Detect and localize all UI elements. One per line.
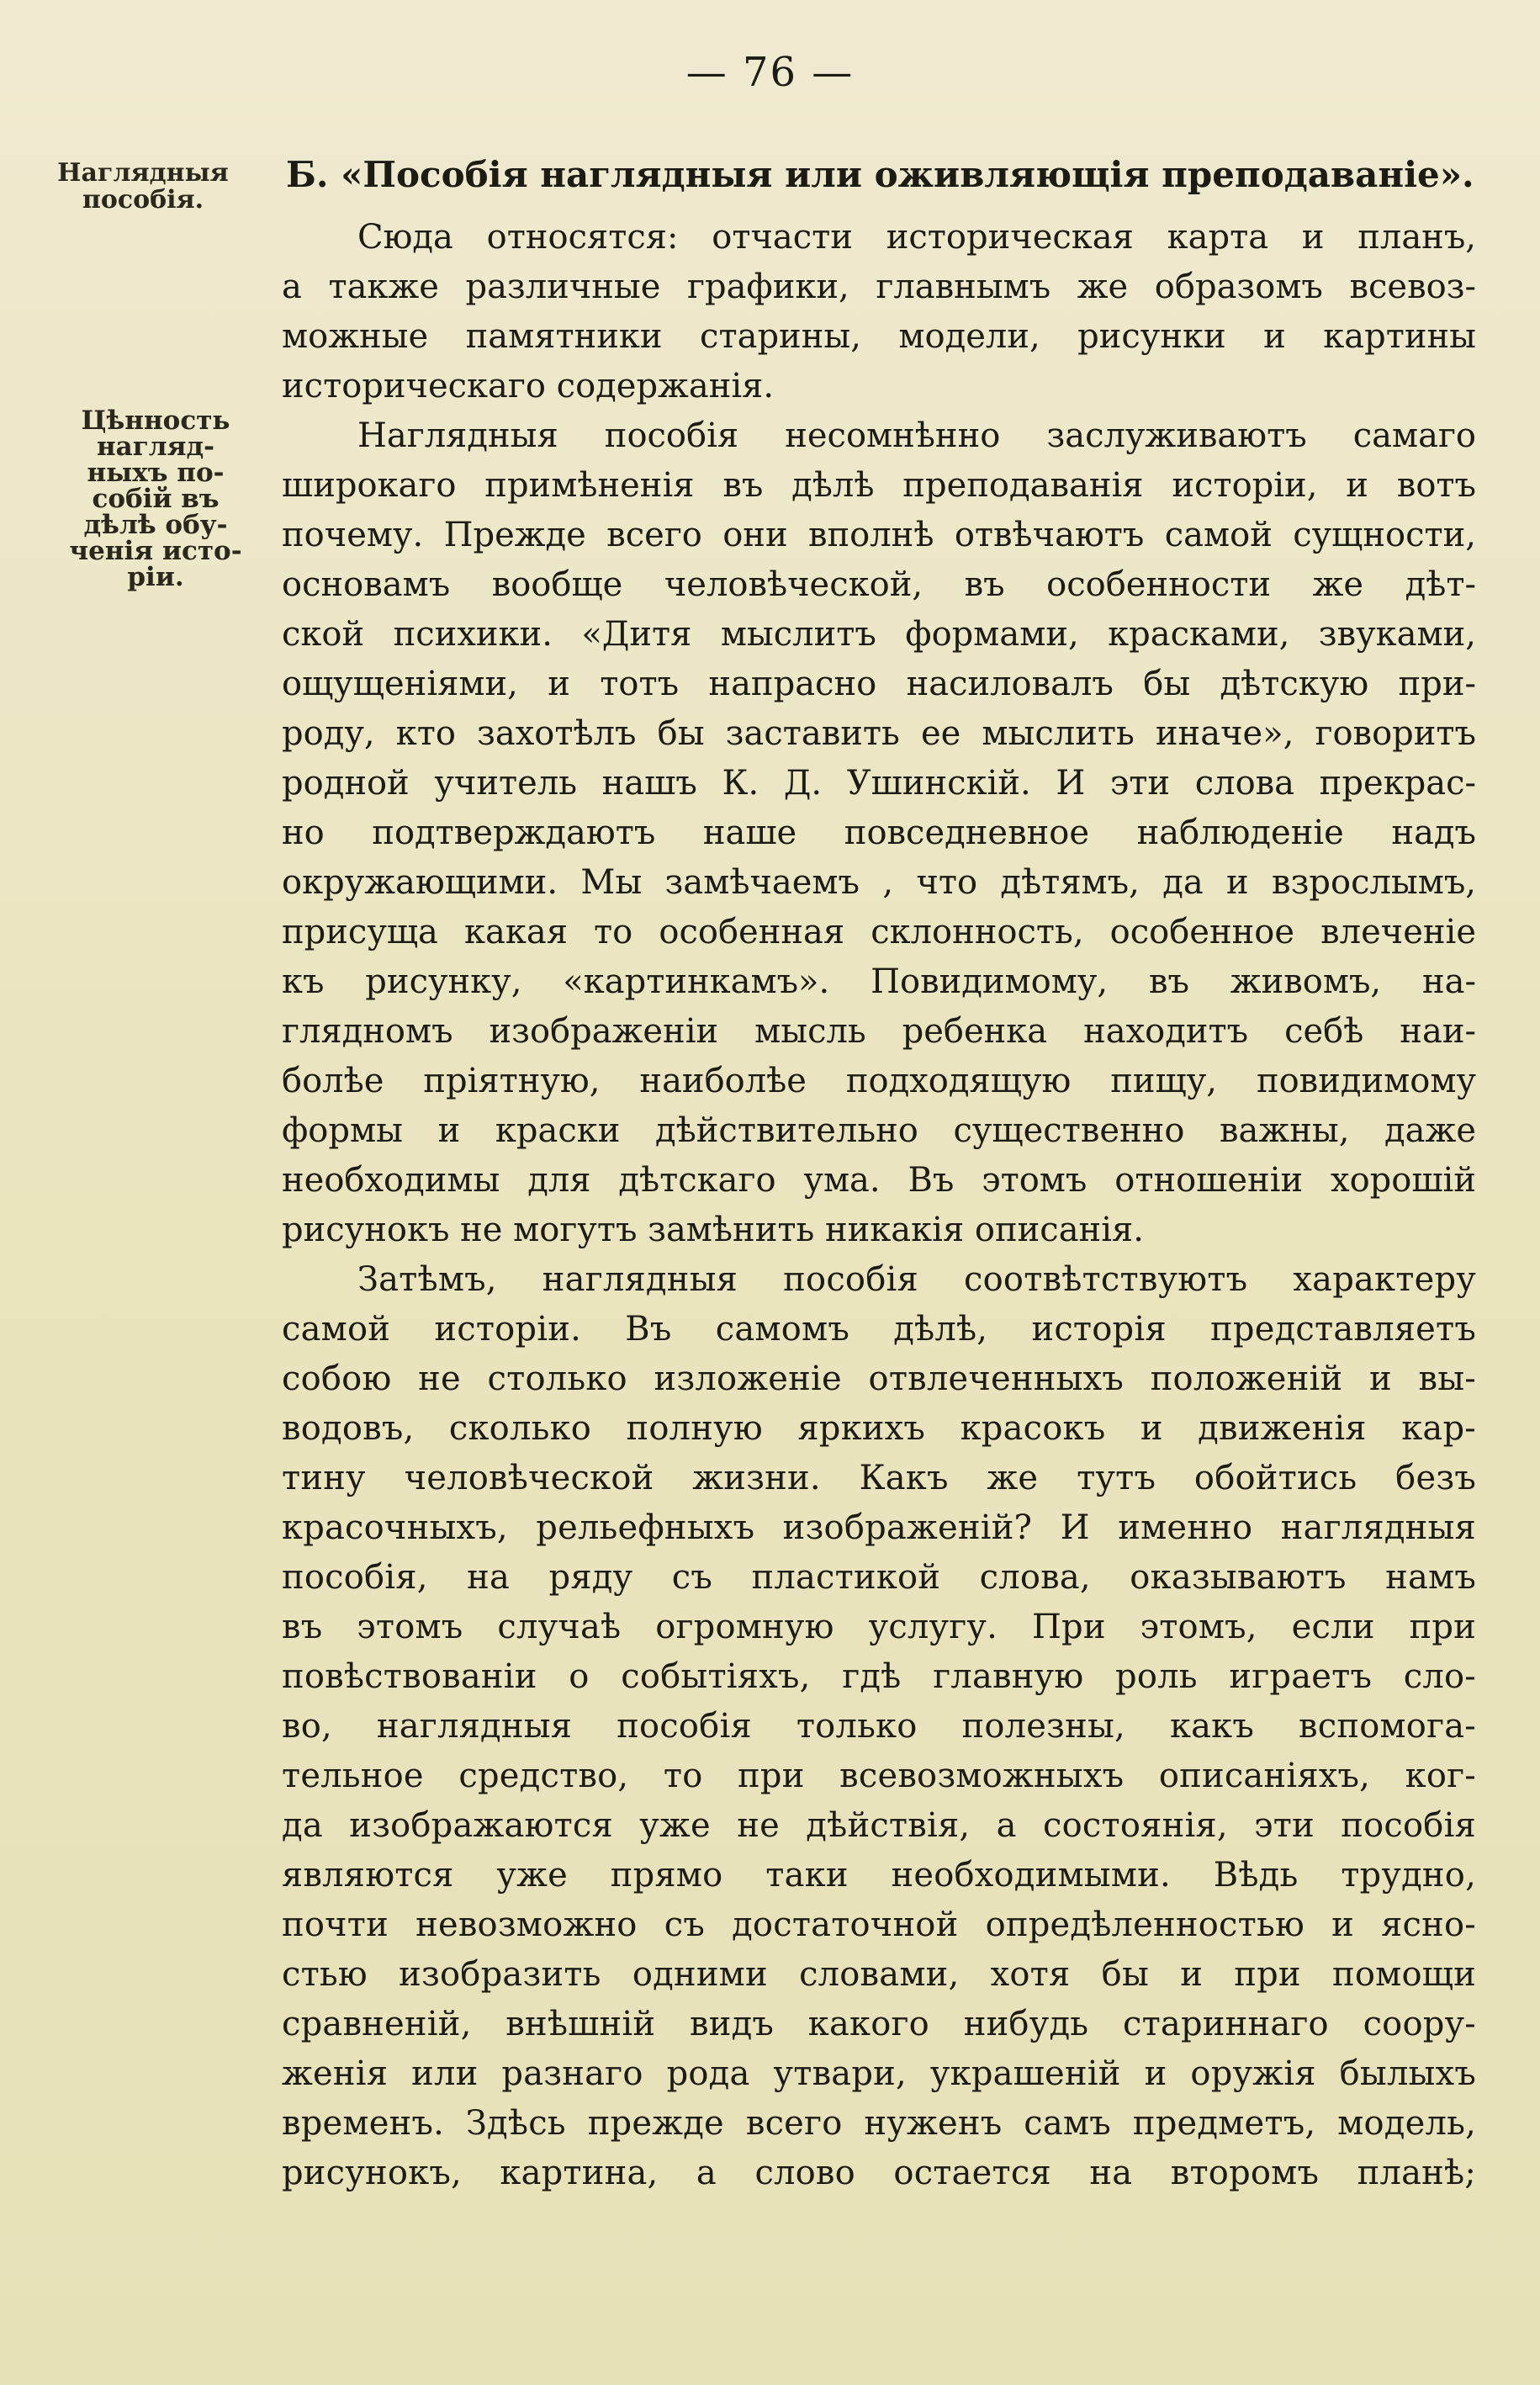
text-line: водовъ, сколько полную яркихъ красокъ и движенія кар- [282,1409,1476,1448]
page-number: — 76 — [685,49,855,96]
text-line: присуща какая то особенная склонность, особенное влеченіе [282,913,1476,951]
text-line: ощущеніями, и тотъ напрасно насиловалъ бы дѣтскую при- [282,665,1476,703]
text-line: формы и краски дѣйствительно существенно важны, даже [282,1111,1476,1150]
margin-note-line: собій въ [92,484,220,514]
text-line: основамъ вообще человѣческой, въ особенности же дѣт- [282,565,1476,604]
text-line: можные памятники старины, модели, рисунки и картины [282,317,1476,356]
text-line: почти невозможно съ достаточной опредѣленностью и ясно- [282,1905,1476,1944]
margin-note-line: пособія. [82,185,204,215]
text-line: являются уже прямо таки необходимыми. Вѣдь трудно, [282,1856,1476,1895]
margin-note-line: нагляд- [96,432,215,462]
text-line: необходимы для дѣтскаго ума. Въ этомъ отношеніи хорошій [282,1161,1476,1200]
text-line: почему. Прежде всего они вполнѣ отвѣчаютъ самой сущности, [282,516,1476,554]
text-line: пособія, на ряду съ пластикой слова, оказываютъ намъ [282,1558,1476,1597]
text-line: но подтверждаютъ наше повседневное наблюденіе надъ [282,814,1476,852]
text-line: рисунокъ не могутъ замѣнить никакія описанія. [282,1211,1144,1249]
text-line: родной учитель нашъ К. Д. Ушинскій. И эти слова прекрас- [282,764,1476,803]
text-line: въ этомъ случаѣ огромную услугу. При этомъ, если при [282,1608,1476,1646]
text-line: Сюда относятся: отчасти историческая карта и планъ, [357,218,1476,257]
text-line: красочныхъ, рельефныхъ изображеній? И именно наглядныя [282,1508,1476,1547]
margin-note-line: ченія исто- [69,536,242,566]
text-line: окружающими. Мы замѣчаемъ , что дѣтямъ, да и взрослымъ, [282,863,1476,902]
body-text [282,213,1476,2198]
text-line: во, наглядныя пособія только полезны, какъ вспомога- [282,1707,1476,1746]
text-line: къ рисунку, «картинкамъ». Повидимому, въ живомъ, на- [282,962,1476,1001]
text-line: Наглядныя пособія несомнѣнно заслуживаютъ самаго [357,416,1476,455]
text-line: глядномъ изображеніи мысль ребенка находитъ себѣ наи- [282,1012,1476,1051]
text-line: болѣе пріятную, наиболѣе подходящую пищу, повидимому [282,1062,1476,1100]
text-line: Затѣмъ, наглядныя пособія соотвѣтствуютъ характеру [357,1260,1476,1299]
margin-note-value-of-aids [59,405,252,592]
text-line: ской психики. «Дитя мыслитъ формами, красками, звуками, [282,615,1476,654]
text-line: временъ. Здѣсь прежде всего нуженъ самъ предметъ, модель, [282,2104,1476,2143]
text-line: повѣствованіи о событіяхъ, гдѣ главную роль играетъ сло- [282,1657,1476,1696]
text-line: самой исторіи. Въ самомъ дѣлѣ, исторія представляетъ [282,1310,1476,1349]
margin-note-line: ныхъ по- [87,458,225,488]
text-line: да изображаются уже не дѣйствія, а состоянія, эти пособія [282,1806,1476,1845]
margin-note-line: Наглядныя [57,158,229,188]
text-line: а также различные графики, главнымъ же образомъ всевоз- [282,268,1476,306]
text-line: женія или разнаго рода утвари, украшеній и оружія былыхъ [282,2054,1476,2093]
text-line: стью изобразить одними словами, хотя бы и при помощи [282,1955,1476,1994]
text-line: тину человѣческой жизни. Какъ же тутъ обойтись безъ [282,1459,1476,1497]
margin-note-line: Цѣнность [81,405,230,436]
text-line: тельное средство, то при всевозможныхъ описаніяхъ, ког- [282,1757,1476,1795]
text-line: широкаго примѣненія въ дѣлѣ преподаванія исторіи, и вотъ [282,466,1476,505]
text-line: роду, кто захотѣлъ бы заставить ее мыслить иначе», говоритъ [282,714,1476,753]
text-line: сравненій, внѣшній видъ какого нибудь стариннаго соору- [282,2005,1476,2043]
margin-note-line: дѣлѣ обу- [83,510,228,540]
section-heading: Б. «Пособія наглядныя или оживляющія преподаваніе». [286,154,1474,195]
text-line: историческаго содержанія. [282,367,775,405]
margin-note-line: ріи. [127,562,184,592]
text-line: собою не столько изложеніе отвлеченныхъ положеній и вы- [282,1359,1476,1398]
text-line: рисунокъ, картина, а слово остается на второмъ планѣ; [282,2154,1476,2192]
margin-note-visual-aids [46,160,240,214]
